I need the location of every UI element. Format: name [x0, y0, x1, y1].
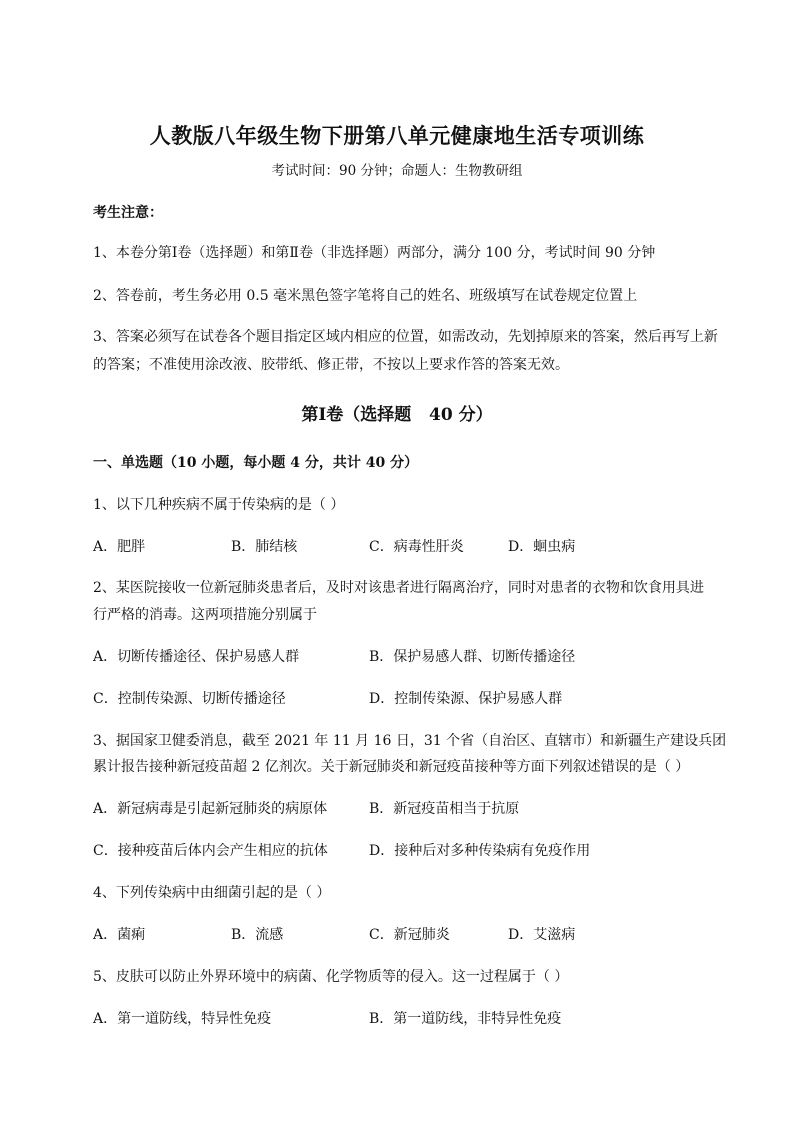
question-4-option-b[interactable]: B．流感: [231, 927, 284, 943]
question-3-option-b[interactable]: B．新冠疫苗相当于抗原: [369, 801, 520, 817]
part-heading: 一、单选题（10 小题，每小题 4 分，共计 40 分）: [93, 455, 419, 471]
question-1-option-c[interactable]: C．病毒性肝炎: [369, 539, 464, 555]
question-5-option-b[interactable]: B．第一道防线，非特异性免疫: [369, 1011, 562, 1027]
question-5-option-a[interactable]: A．第一道防线，特异性免疫: [93, 1011, 272, 1027]
question-1-option-d[interactable]: D．蛔虫病: [508, 539, 576, 555]
question-2-option-c[interactable]: C．控制传染源、切断传播途径: [93, 691, 286, 707]
exam-subtitle: 考试时间：90 分钟；命题人：生物教研组: [271, 163, 523, 179]
question-3-option-a[interactable]: A．新冠病毒是引起新冠肺炎的病原体: [93, 801, 328, 817]
notice-item-1: 1、本卷分第Ⅰ卷（选择题）和第Ⅱ卷（非选择题）两部分，满分 100 分，考试时间 90 分钟: [93, 245, 656, 261]
question-1-option-a[interactable]: A．肥胖: [93, 539, 146, 555]
notice-item-3: 3、答案必须写在试卷各个题目指定区域内相应的位置，如需改动，先划掉原来的答案，然后再写上新: [93, 329, 718, 345]
question-3-stem-continued: 累计报告接种新冠疫苗超 2 亿剂次。关于新冠肺炎和新冠疫苗接种等方面下列叙述错误的是（ ）: [93, 759, 690, 775]
question-4-option-a[interactable]: A．菌痢: [93, 927, 146, 943]
question-2-option-a[interactable]: A．切断传播途径、保护易感人群: [93, 649, 300, 665]
question-4-stem: 4、下列传染病中由细菌引起的是（ ）: [93, 885, 331, 901]
question-2-option-d[interactable]: D．控制传染源、保护易感人群: [369, 691, 563, 707]
section-title: 第Ⅰ卷（选择题 40 分）: [301, 405, 493, 425]
notice-item-3-continued: 的答案；不准使用涂改液、胶带纸、修正带，不按以上要求作答的答案无效。: [93, 357, 569, 373]
question-2-stem-continued: 行严格的消毒。这两项措施分别属于: [93, 607, 317, 623]
question-5-stem: 5、皮肤可以防止外界环境中的病菌、化学物质等的侵入。这一过程属于（ ）: [93, 969, 569, 985]
notice-heading: 考生注意：: [93, 205, 163, 221]
question-3-option-d[interactable]: D．接种后对多种传染病有免疫作用: [369, 843, 591, 859]
question-4-option-c[interactable]: C．新冠肺炎: [369, 927, 450, 943]
question-2-stem: 2、某医院接收一位新冠肺炎患者后，及时对该患者进行隔离治疗，同时对患者的衣物和饮食用具进: [93, 580, 704, 596]
question-2-option-b[interactable]: B．保护易感人群、切断传播途径: [369, 649, 576, 665]
notice-item-2: 2、答卷前，考生务必用 0.5 毫米黑色签字笔将自己的姓名、班级填写在试卷规定位置上: [93, 288, 638, 304]
question-1-option-b[interactable]: B．肺结核: [231, 539, 298, 555]
question-3-stem: 3、据国家卫健委消息，截至 2021 年 11 月 16 日，31 个省（自治区、直辖市）和新疆生产建设兵团: [93, 733, 727, 749]
exam-title: 人教版八年级生物下册第八单元健康地生活专项训练: [149, 123, 645, 148]
question-3-option-c[interactable]: C．接种疫苗后体内会产生相应的抗体: [93, 843, 328, 859]
question-4-option-d[interactable]: D．艾滋病: [508, 927, 576, 943]
question-1-stem: 1、以下几种疾病不属于传染病的是（ ）: [93, 497, 345, 513]
